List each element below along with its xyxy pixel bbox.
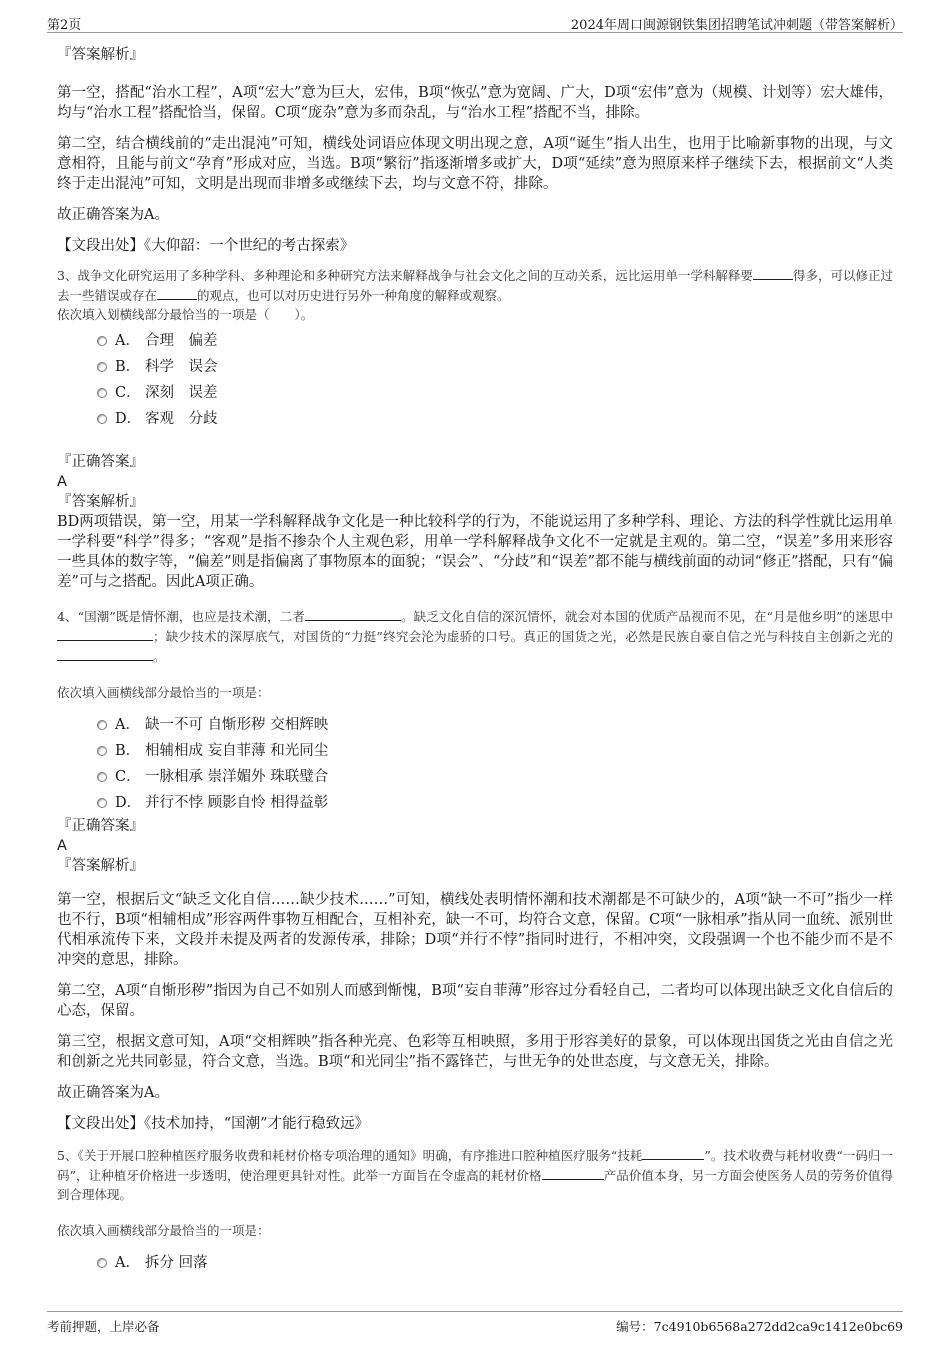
radio-icon[interactable] (97, 746, 107, 756)
q3-stem: 3、战争文化研究运用了多种学科、多种理论和多种研究方法来解释战争与社会文化之间的互动关系，远比运用单一学科解释要 得多，可以修正过去一些错误或存在 的观点，也可以对历史进行另外一种角度的解释或观察。 (57, 265, 893, 305)
page-footer (47, 1311, 903, 1338)
blank-line (57, 626, 153, 641)
radio-icon[interactable] (97, 414, 107, 424)
radio-icon[interactable] (97, 772, 107, 782)
radio-icon[interactable] (97, 798, 107, 808)
blank-line (57, 646, 153, 661)
radio-icon[interactable] (97, 388, 107, 398)
analysis-label: 『答案解析』 (57, 47, 144, 63)
q4-analysis-paragraph-3: 第三空，根据文意可知，A项“交相辉映”指各种光亮、色彩等互相映照，多用于形容美好的景象，可以体现出国货之光由自信之光和创新之光共同彰显，符合文意，当选。B项“和光同尘”指不露锋芒，与世无争的处世态度，与文意无关，排除。 (57, 1034, 893, 1070)
q2-analysis-paragraph-1: 第一空，搭配“治水工程”，A项“宏大”意为巨大，宏伟，B项“恢弘”意为宽阔、广大，D项“宏伟”意为（规模、计划等）宏大雄伟，均与“治水工程”搭配恰当，保留。C项“庞杂”意为多而杂乱，与“治水工程”搭配不当，排除。 (57, 85, 893, 121)
q2-conclusion: 故正确答案为A。 (57, 207, 169, 223)
q4-conclusion: 故正确答案为A。 (57, 1085, 169, 1101)
q3-option-a[interactable]: A． 合理 偏差 (57, 328, 893, 354)
q5-option-a[interactable]: A． 拆分 回落 (57, 1250, 893, 1276)
q4-answer: A (57, 838, 67, 854)
document-title: 2024年周口闽源钢铁集团招聘笔试冲刺题（带答案解析） (570, 18, 903, 33)
q3-analysis: BD两项错误，第一空，用某一学科解释战争文化是一种比较科学的行为，不能说运用了多种学科、理论、方法的科学性就比运用单一学科要“科学”得多；“客观”是指不掺杂个人主观色彩，用单一学科解释战争文化不一定就是主观的。第二空，“误差”多用来形容一些具体的数字等，“偏差”则是指偏离了事物原本的面貌；“误会”、“分歧”和“误差”都不能与横线前面的动词“修正”搭配，只有“偏差”可与之搭配。因此A项正确。 (57, 514, 893, 590)
radio-icon[interactable] (97, 362, 107, 372)
q2-source: 【文段出处】《大仰韶：一个世纪的考古探索》 (57, 238, 355, 254)
q4-option-d[interactable]: D． 并行不悖 顾影自怜 相得益彰 (57, 790, 893, 816)
page-number: 第2页 (47, 18, 82, 33)
q4-analysis-paragraph-2: 第二空，A项“自惭形秽”指因为自己不如别人而感到惭愧，B项“妄自菲薄”形容过分看轻自己，二者均可以体现出缺乏文化自信后的心态，保留。 (57, 983, 893, 1019)
q5-stem: 5、《关于开展口腔种植医疗服务收费和耗材价格专项治理的通知》明确，有序推进口腔种植医疗服务“技耗 ”。技术收费与耗材收费“一码归一码”，让种植牙价格进一步透明，使治理更具针对性。此举一方面旨在令虚高的耗材价格 产品价值本身，另一方面会使医务人员的劳务价值得到合理体现。 (57, 1145, 893, 1204)
q5-instruction: 依次填入画横线部分最恰当的一项是： (57, 1223, 270, 1238)
q3-option-b[interactable]: B． 科学 误会 (57, 354, 893, 380)
radio-icon[interactable] (97, 1258, 107, 1268)
correct-answer-label: 『正确答案』 (57, 454, 144, 470)
radio-icon[interactable] (97, 336, 107, 346)
page-header (47, 10, 903, 33)
q4-source: 【文段出处】《技术加持，“国潮”才能行稳致远》 (57, 1116, 370, 1132)
q3-option-d[interactable]: D． 客观 分歧 (57, 406, 893, 432)
q3-instruction: 依次填入划横线部分最恰当的一项是（ ）。 (57, 307, 314, 322)
correct-answer-label: 『正确答案』 (57, 818, 144, 834)
q3-option-c[interactable]: C． 深刻 误差 (57, 380, 893, 406)
q4-instruction: 依次填入画横线部分最恰当的一项是： (57, 685, 270, 700)
q4-stem: 4、“国潮”既是情怀潮，也应是技术潮，二者 。缺乏文化自信的深沉情怀，就会对本国的优质产品视而不见，在“月是他乡明”的迷思中；缺少技术的深厚底气，对国货的“力挺”终究会沦为虚骄的口号。真正的国货之光，必然是民族自豪自信之光与科技自主创新之光的。 (57, 606, 893, 666)
document-id: 编号：7c4910b6568a272dd2ca9c1412e0bc69 (616, 1319, 903, 1334)
blank-line (305, 606, 401, 621)
q3-answer: A (57, 474, 67, 490)
q2-analysis-paragraph-2: 第二空，结合横线前的“走出混沌”可知，横线处词语应体现文明出现之意，A项“诞生”指人出生，也用于比喻新事物的出现，与文意相符，且能与前文“孕育”形成对应，当选。B项“繁衍”指逐渐增多或扩大，D项“延续”意为照原来样子继续下去，根据前文“人类终于走出混沌”可知，文明是出现而非增多或继续下去，均与文意不符，排除。 (57, 136, 893, 192)
q4-option-b[interactable]: B． 相辅相成 妄自菲薄 和光同尘 (57, 738, 893, 764)
analysis-label: 『答案解析』 (57, 494, 144, 510)
blank-line (542, 1165, 604, 1180)
blank-line (753, 265, 793, 280)
radio-icon[interactable] (97, 720, 107, 730)
analysis-label: 『答案解析』 (57, 858, 144, 874)
q4-analysis-paragraph-1: 第一空，根据后文“缺乏文化自信……缺少技术……”可知，横线处表明情怀潮和技术潮都是不可缺少的，A项“缺一不可”指少一样也不行，B项“相辅相成”形容两件事物互相配合，互相补充，缺一不可，均符合文意，保留。C项“一脉相承”指从同一血统、派别世代相承流传下来，文段并未提及两者的发源传承，排除；D项“并行不悖”指同时进行，不相冲突，文段强调一个也不能少而不是不冲突的意思，排除。 (57, 892, 893, 968)
page-content (57, 43, 893, 1276)
blank-line (157, 285, 197, 300)
footer-slogan: 考前押题，上岸必备 (47, 1319, 160, 1334)
blank-line (642, 1145, 704, 1160)
q4-option-c[interactable]: C． 一脉相承 崇洋媚外 珠联璧合 (57, 764, 893, 790)
q4-option-a[interactable]: A． 缺一不可 自惭形秽 交相辉映 (57, 712, 893, 738)
